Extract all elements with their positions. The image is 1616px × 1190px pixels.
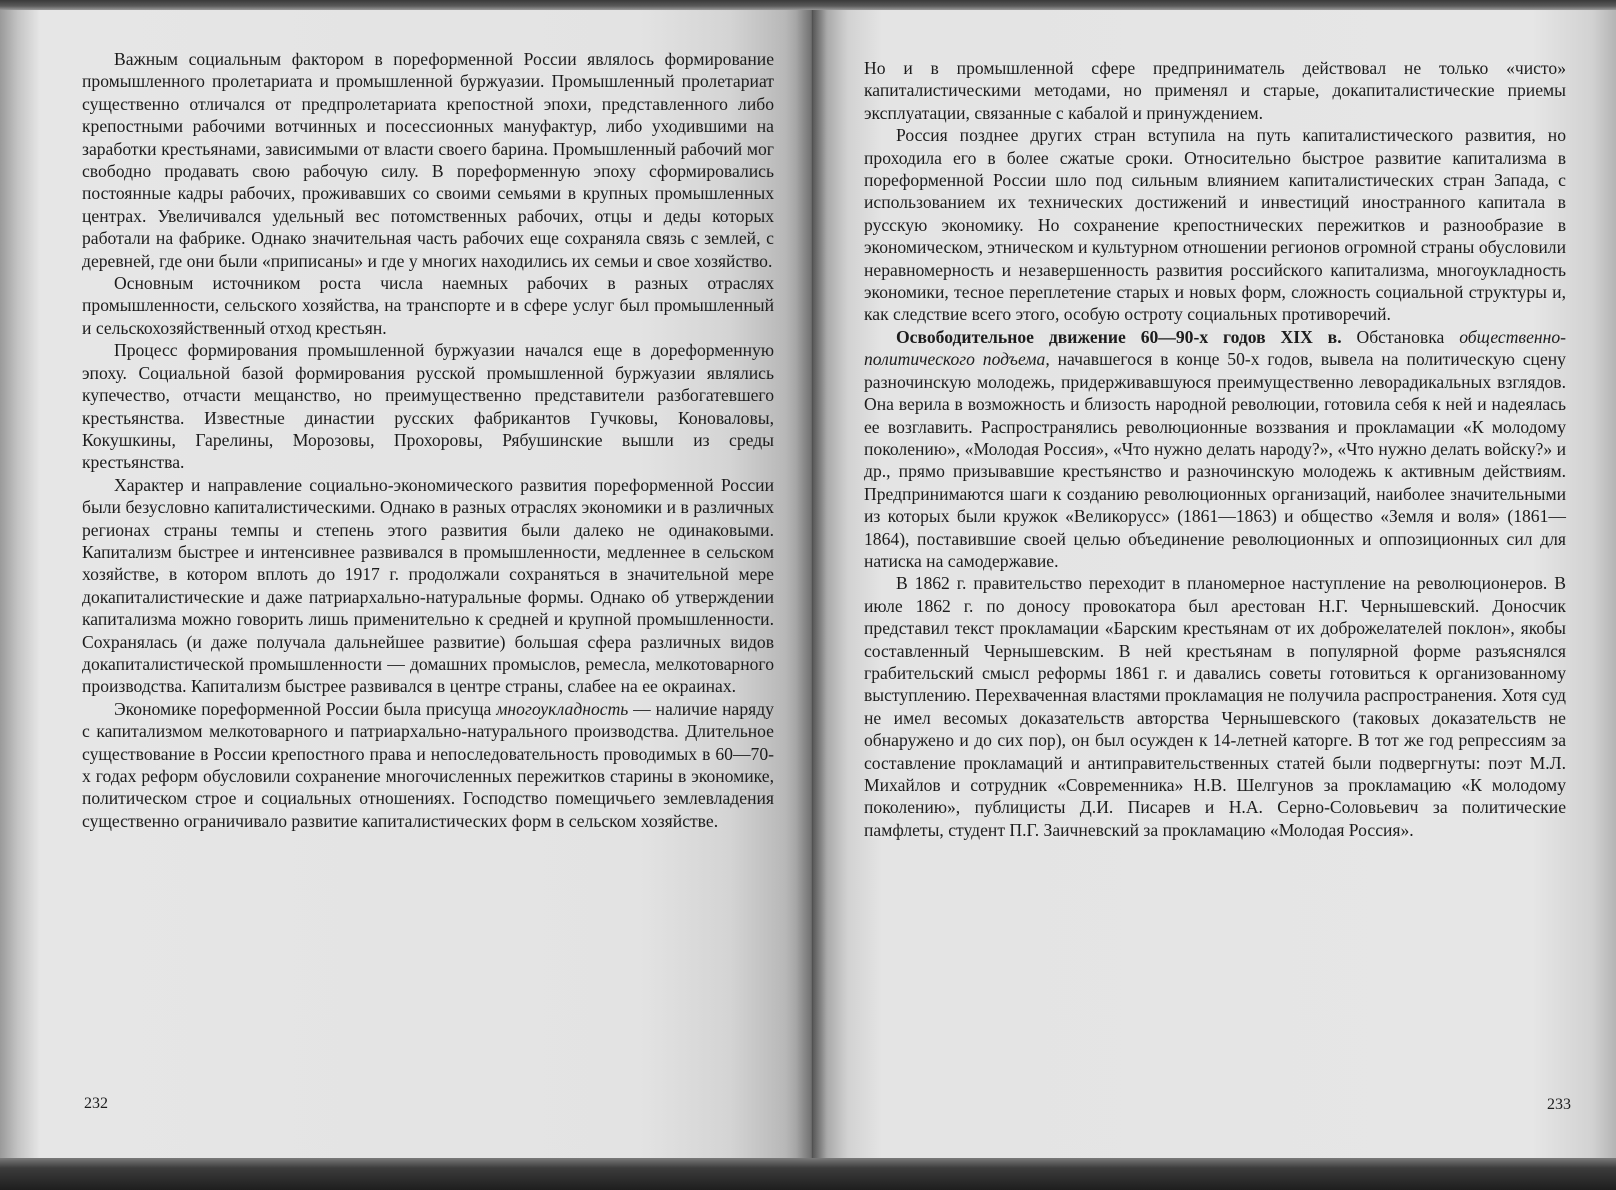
italic-term: общественно-политического подъема, xyxy=(864,326,1566,370)
left-page-text xyxy=(82,48,774,832)
section-heading: Освободительное движение 60—90-х годов XIX в. xyxy=(896,326,1342,347)
italic-term: многоукладность xyxy=(496,698,629,719)
paragraph-lead: Экономике пореформенной России была присуща xyxy=(114,698,492,719)
paragraph: Россия позднее других стран вступила на путь капиталистического развития, но проходила его в более сжатые сроки. Относительно быстрое развитие капитализма в пореформенной России шло под сильным влиянием капиталистических стран Запада, с использованием их технических достижений и инвестиций иностранного капитала в русскую экономику. Но сохранение крепостнических пережитков и разнообразие в экономическом, этническом и культурном отношении регионов огромной страны обусловили неравномерность и незавершенность развития российского капитализма, многоукладность экономики, тесное переплетение старых и новых форм, сложность социальной структуры и, как следствие всего этого, особую остроту социальных противоречий. xyxy=(864,125,1566,325)
paragraph: Но и в промышленной сфере предприниматель действовал не только «чисто» капиталистическими методами, но применял и старые, докапиталистические приемы эксплуатации, связанные с кабалой и принуждением. xyxy=(864,58,1566,123)
paragraph xyxy=(82,698,774,832)
right-page xyxy=(812,10,1616,1160)
paragraph xyxy=(864,326,1566,572)
page-number: 232 xyxy=(84,1095,108,1112)
paragraph: Характер и направление социально-экономического развития пореформенной России были безусловно капиталистическими. Однако в разных отраслях экономики и в различных регионах страны темпы и степень этого развития были далеко не одинаковыми. Капитализм быстрее и интенсивнее развивался в промышленности, медленнее в сельском хозяйстве, в котором вплоть до 1917 г. продолжали сохраняться в значительной мере докапиталистические и даже патриархально-натуральные формы. Однако об утверждении капитализма можно говорить лишь применительно к средней и крупной промышленности. Сохранялась (и даже получала дальнейшее развитие) большая сфера различных видов докапиталистической промышленности — домашних промыслов, ремесла, мелкотоварного производства. Капитализм быстрее развивался в центре страны, слабее на ее окраинах. xyxy=(82,474,774,697)
paragraph: Основным источником роста числа наемных рабочих в разных отраслях промышленности, сельского хозяйства, на транспорте и в сфере услуг был промышленный и сельскохозяйственный отход крестьян. xyxy=(82,273,774,338)
paragraph-rest: начавшегося в конце 50-х годов, вывела на политическую сцену разночинскую молодежь, придерживавшуюся преимущественно леворадикальных взглядов. Она верила в возможность и близость народной революции, готовила себя к ней и надеялась ее возглавить. Распространялись революционные воззвания и прокламации «К молодому поколению», «Молодая Россия», «Что нужно делать народу?», «Что нужно делать войску?» и др., прямо призывавшие крестьянство и разночинскую молодежь к активным действиям. Предпринимаются шаги к созданию революционных организаций, наиболее значительными из которых были кружок «Великорусс» (1861—1863) и общество «Земля и воля» (1861—1864), поставившие своей целью объединение революционных и оппозиционных сил для натиска на самодержавие. xyxy=(864,349,1566,571)
book-bottom-edge xyxy=(0,1158,1616,1190)
left-page xyxy=(0,10,812,1160)
paragraph-lead: Обстановка xyxy=(1356,326,1445,347)
page-number: 233 xyxy=(1547,1096,1571,1113)
paragraph-rest: — наличие наряду с капитализмом мелкотоварного и патриархально-натурального производства. Длительное существование в России крепостного права и непоследовательность проводимых в 60—70-х годах реформ обусловили сохранение многочисленных пережитков старины в экономике, политическом строе и социальных отношениях. Господство помещичьего землевладения существенно ограничивало развитие капиталистических форм в сельском хозяйстве. xyxy=(82,698,774,831)
paragraph: В 1862 г. правительство переходит в планомерное наступление на революционеров. В июле 1862 г. по доносу провокатора был арестован Н.Г. Чернышевский. Доносчик представил текст прокламации «Барским крестьянам от их доброжелателей поклон», якобы составленный Чернышевским. В ней крестьянам в популярной форме разъяснялся грабительский смысл реформы 1861 г. и давались советы готовиться к организованному выступлению. Перехваченная властями прокламация не получила распространения. Хотя суд не имел весомых доказательств авторства Чернышевского (таковых доказательств не обнаружено и до сих пор), он был осужден к 14-летней каторге. В тот же год репрессиям за составление прокламаций и антиправительственных статей были подвергнуты: поэт М.Л. Михайлов и сотрудник «Современника» Н.В. Шелгунов за прокламацию «К молодому поколению», публицисты Д.И. Писарев и Н.А. Серно-Соловьевич за политические памфлеты, студент П.Г. Заичневский за прокламацию «Молодая Россия». xyxy=(864,573,1566,840)
paragraph: Важным социальным фактором в пореформенной России являлось формирование промышленного пролетариата и промышленной буржуазии. Промышленный пролетариат существенно отличался от предпролетариата крепостной эпохи, представленного либо крепостными рабочими вотчинных и посессионных мануфактур, либо уходившими на заработки крестьянами, зависимыми от власти своего барина. Промышленный рабочий мог свободно продавать свою рабочую силу. В пореформенную эпоху сформировались постоянные кадры рабочих, проживавших со своими семьями в крупных промышленных центрах. Увеличивался удельный вес потомственных рабочих, отцы и деды которых работали на фабрике. Однако значительная часть рабочих еще сохраняла связь с землей, с деревней, где они были «приписаны» и где у многих находились их семьи и свое хозяйство. xyxy=(82,49,774,271)
paragraph: Процесс формирования промышленной буржуазии начался еще в дореформенную эпоху. Социальной базой формирования русской промышленной буржуазии являлись купечество, отчасти мещанство, но преимущественно представители разбогатевшего крестьянства. Известные династии русских фабрикантов Гучковы, Коноваловы, Кокушкины, Гарелины, Морозовы, Прохоровы, Рябушинские вышли из среды крестьянства. xyxy=(82,340,774,473)
right-page-text xyxy=(864,57,1566,841)
